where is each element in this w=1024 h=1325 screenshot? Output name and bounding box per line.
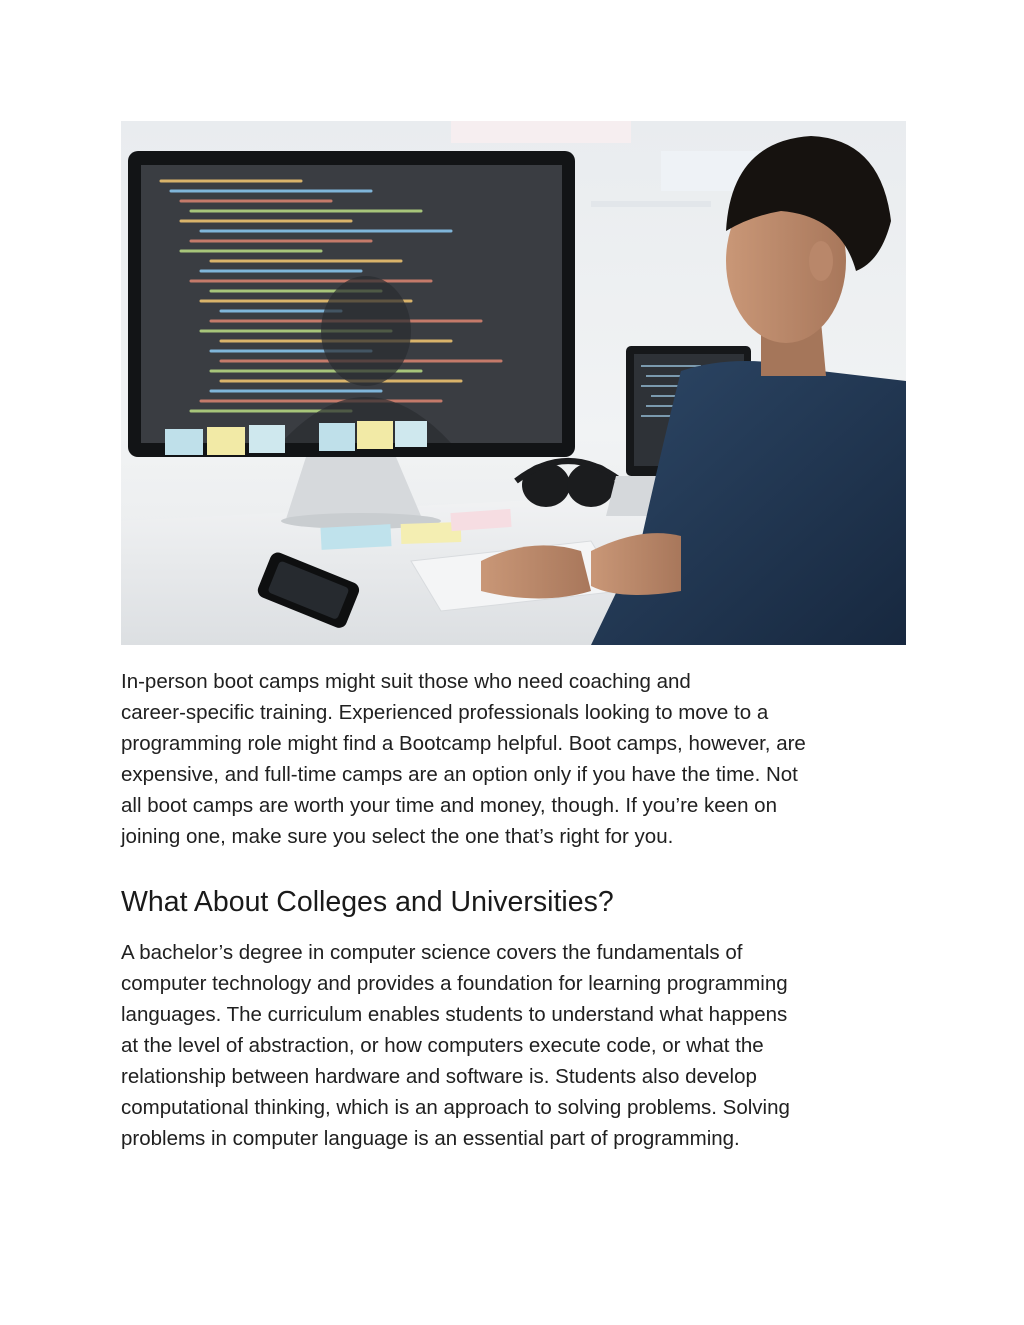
article-photo xyxy=(121,121,906,645)
section-line: problems in computer language is an essential part of programming. xyxy=(121,1127,740,1150)
section-paragraph xyxy=(121,937,911,1154)
section-line: computer technology and provides a foundation for learning programming xyxy=(121,972,788,995)
section-line: A bachelor’s degree in computer science covers the fundamentals of xyxy=(121,941,743,964)
intro-line: career-specific training. Experienced professionals looking to move to a xyxy=(121,701,769,724)
section-line: at the level of abstraction, or how computers execute code, or what the xyxy=(121,1034,764,1057)
intro-line: In-person boot camps might suit those who need coaching and xyxy=(121,670,691,693)
intro-line: programming role might find a Bootcamp helpful. Boot camps, however, are xyxy=(121,732,806,755)
intro-paragraph xyxy=(121,666,911,852)
section-line: relationship between hardware and software is. Students also develop xyxy=(121,1065,757,1088)
section-line: computational thinking, which is an approach to solving problems. Solving xyxy=(121,1096,790,1119)
intro-line: joining one, make sure you select the one that’s right for you. xyxy=(121,825,674,848)
intro-line: expensive, and full-time camps are an option only if you have the time. Not xyxy=(121,763,798,786)
intro-line: all boot camps are worth your time and money, though. If you’re keen on xyxy=(121,794,777,817)
programmer-photo-illustration xyxy=(121,121,906,645)
section-heading: What About Colleges and Universities? xyxy=(121,886,614,918)
section-line: languages. The curriculum enables students to understand what happens xyxy=(121,1003,788,1026)
